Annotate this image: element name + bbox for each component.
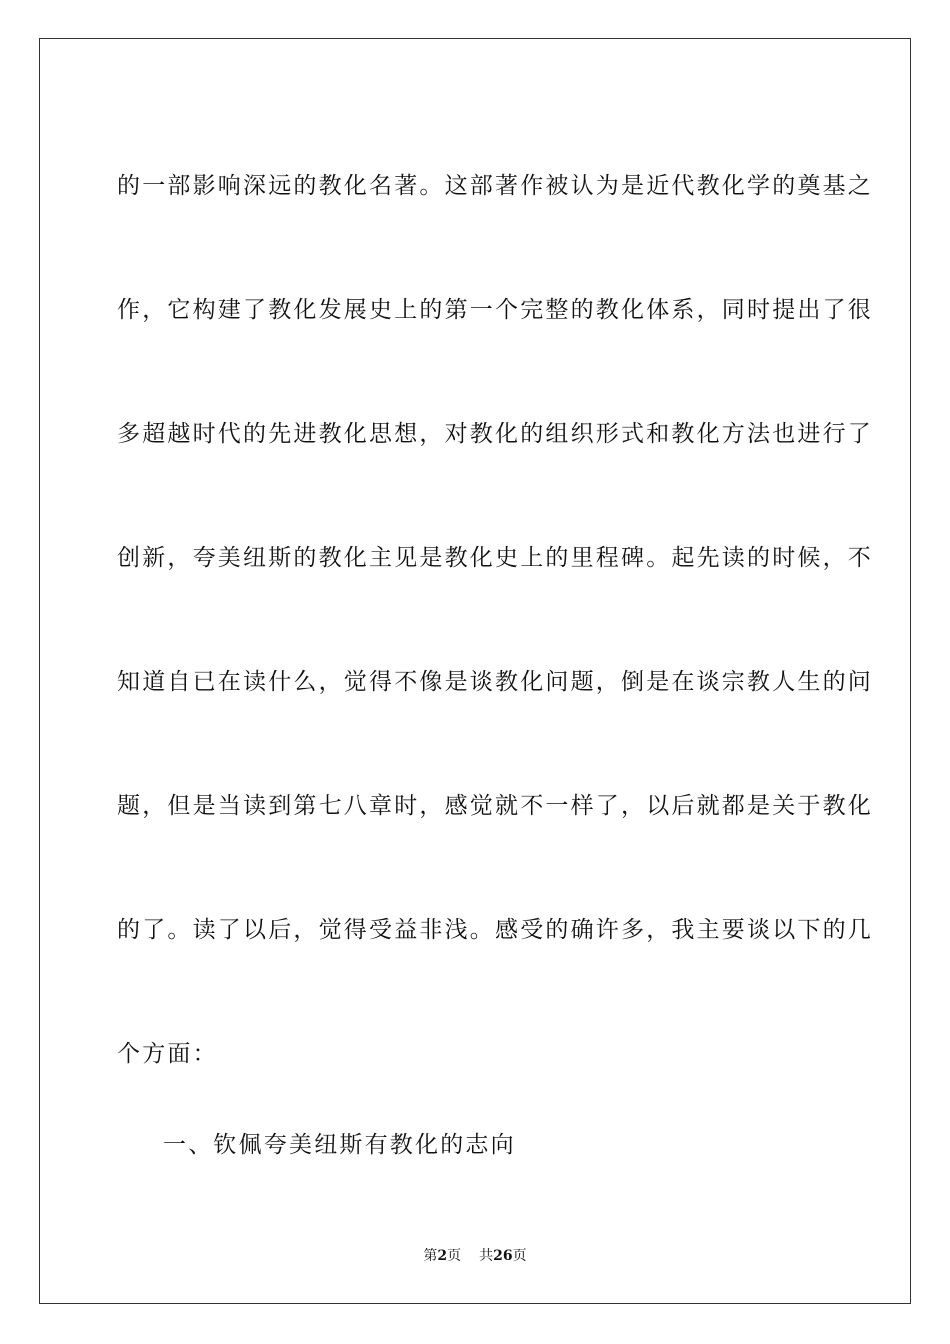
paragraph-line-3: 多超越时代的先进教化思想，对教化的组织形式和教化方法也进行了 [117, 421, 873, 447]
section-heading: 一、钦佩夸美纽斯有教化的志向 [163, 1132, 516, 1158]
page-number: 2 [437, 1248, 448, 1264]
paragraph-line-4: 创新，夸美纽斯的教化主见是教化史上的里程碑。起先读的时候，不 [117, 545, 873, 571]
total-pages: 26 [493, 1248, 513, 1264]
paragraph-line-7: 的了。读了以后，觉得受益非浅。感受的确许多，我主要谈以下的几 [117, 917, 873, 943]
paragraph-line-1: 的一部影响深远的教化名著。这部著作被认为是近代教化学的奠基之 [117, 173, 873, 199]
body-paragraph [117, 124, 873, 1116]
total-suffix: 页 [512, 1248, 527, 1264]
paragraph-line-5: 知道自已在读什么，觉得不像是谈教化问题，倒是在谈宗教人生的问 [117, 669, 873, 695]
total-prefix: 共 [479, 1248, 494, 1264]
paragraph-line-8: 个方面： [117, 1041, 218, 1067]
page-suffix: 页 [447, 1248, 462, 1264]
page-prefix: 第 [423, 1248, 438, 1264]
page-footer [0, 1246, 950, 1266]
paragraph-line-6: 题，但是当读到第七八章时，感觉就不一样了，以后就都是关于教化 [117, 793, 873, 819]
paragraph-line-2: 作，它构建了教化发展史上的第一个完整的教化体系，同时提出了很 [117, 297, 873, 323]
